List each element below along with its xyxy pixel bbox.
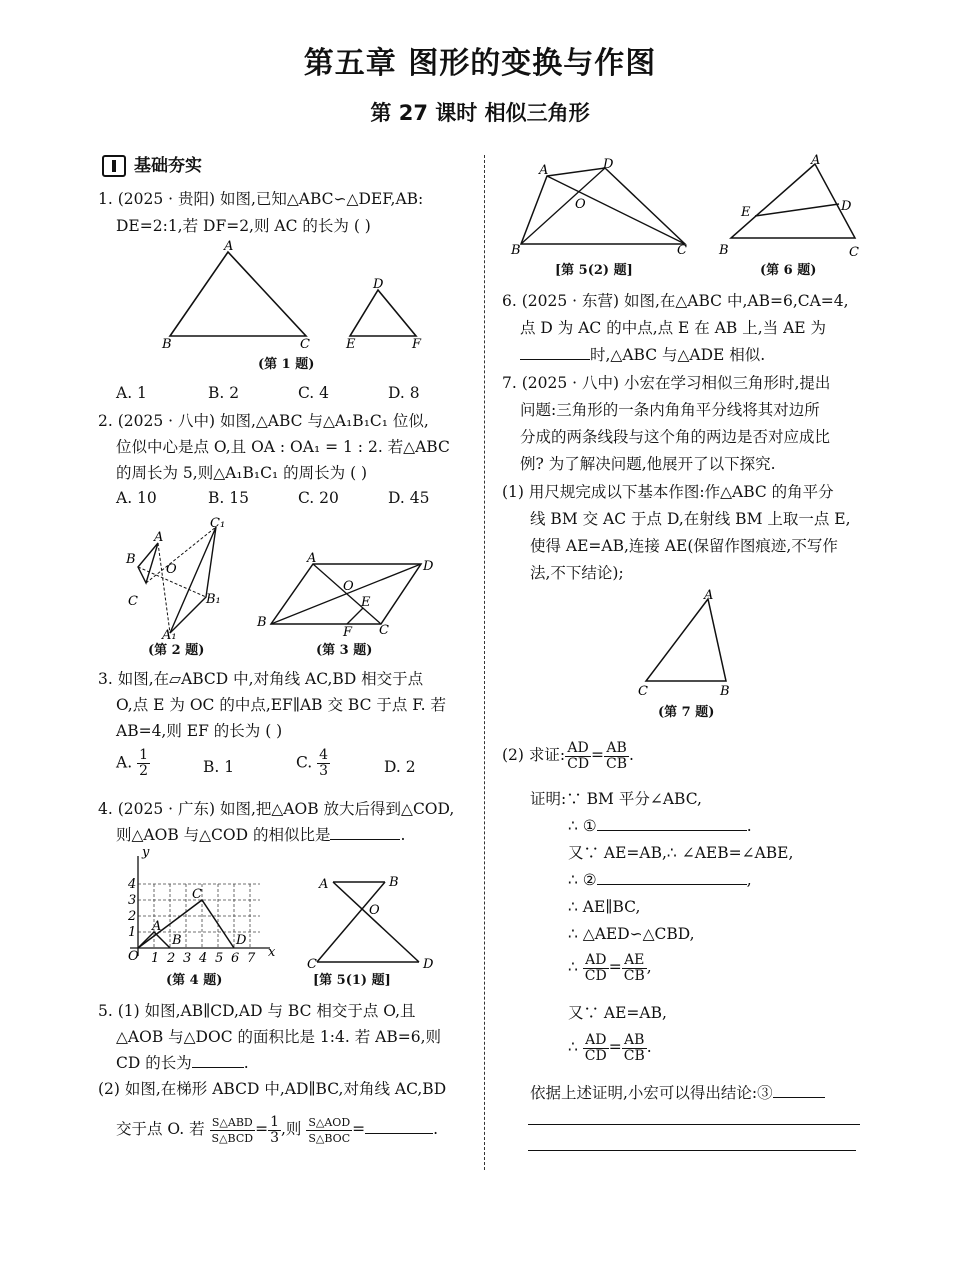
- q6-line1: 6. (2025 · 东营) 如图,在△ABC 中,AB=6,CA=4,: [502, 292, 849, 310]
- q2-option-a: A. 10: [116, 489, 157, 507]
- svg-text:O: O: [128, 949, 139, 964]
- q2-figure: [120, 515, 240, 640]
- svg-text:2: 2: [128, 909, 137, 924]
- svg-text:O: O: [343, 579, 354, 594]
- proof-step-8: ∴ $\frac{AD}{CD}$ = $\frac{AB}{CB}$ .: [568, 1031, 652, 1064]
- q2-option-c: C. 20: [298, 489, 339, 507]
- answer-line-1: [528, 1124, 860, 1125]
- q7-line1: 7. (2025 · 八中) 小宏在学习相似三角形时,提出: [502, 374, 831, 392]
- q7-part1-line1: (1) 用尺规完成以下基本作图:作△ABC 的角平分: [502, 483, 834, 501]
- svg-text:D: D: [423, 559, 434, 574]
- svg-text:A: A: [152, 919, 162, 934]
- svg-text:y: y: [142, 848, 150, 860]
- svg-text:B: B: [389, 875, 399, 890]
- q5-line2: △AOB 与△DOC 的面积比是 1:4. 若 AB=6,则: [116, 1028, 441, 1046]
- column-divider: [484, 155, 485, 1170]
- q1-figure: [150, 240, 440, 360]
- svg-text:A: A: [811, 153, 821, 168]
- svg-text:A: A: [319, 877, 329, 892]
- svg-text:C: C: [192, 887, 202, 902]
- q6-caption: (第 6 题): [760, 263, 817, 278]
- q3-line3: AB=4,则 EF 的长为 ( ): [116, 722, 283, 740]
- q5-line3: CD 的长为 .: [116, 1054, 249, 1072]
- q7-part1-line3: 使得 AE=AB,连接 AE(保留作图痕迹,不写作: [530, 537, 838, 555]
- answer-line-2: [528, 1150, 856, 1151]
- q4-figure: [120, 848, 280, 970]
- svg-text:C: C: [638, 684, 648, 699]
- q3-option-a: A. $\frac{1}{2}$: [116, 747, 148, 779]
- q1-option-b: B. 2: [208, 384, 240, 402]
- q5-line1: 5. (1) 如图,AB∥CD,AD 与 BC 相交于点 O,且: [98, 1002, 416, 1020]
- svg-text:E: E: [741, 205, 751, 220]
- q3-line2: O,点 E 为 OC 的中点,EF∥AB 交 BC 于点 F. 若: [116, 696, 446, 714]
- svg-text:C: C: [128, 594, 138, 609]
- q6-line2: 点 D 为 AC 的中点,点 E 在 AB 上,当 AE 为: [520, 319, 827, 337]
- svg-text:7: 7: [247, 951, 256, 966]
- q6-line3: 时,△ABC 与△ADE 相似.: [520, 344, 765, 366]
- svg-text:C₁: C₁: [210, 516, 226, 531]
- svg-text:6: 6: [231, 951, 240, 966]
- svg-text:B: B: [511, 243, 521, 258]
- q7-line3: 分成的两条线段与这个角的两边是否对应成比: [520, 428, 831, 446]
- q3-option-d: D. 2: [384, 758, 416, 776]
- svg-text:D: D: [603, 158, 614, 172]
- svg-text:A: A: [539, 163, 549, 178]
- chapter-title: 第五章 图形的变换与作图: [303, 46, 657, 81]
- q7-line4: 例? 为了解决问题,他展开了以下探究.: [520, 455, 776, 473]
- q1-line2: DE=2:1,若 DF=2,则 AC 的长为 ( ): [116, 217, 371, 235]
- svg-text:B: B: [172, 933, 182, 948]
- svg-text:4: 4: [199, 951, 208, 966]
- q2-line2: 位似中心是点 O,且 OA : OA₁ = 1 : 2. 若△ABC: [116, 438, 450, 456]
- svg-text:O: O: [575, 197, 586, 212]
- q5-2-figure: [505, 158, 695, 258]
- svg-text:1: 1: [128, 925, 137, 940]
- q3-caption: (第 3 题): [316, 643, 373, 658]
- svg-text:A: A: [154, 530, 164, 545]
- lesson-title: 第 27 课时 相似三角形: [370, 101, 590, 125]
- svg-text:O: O: [166, 562, 177, 577]
- svg-text:B: B: [257, 615, 267, 630]
- q1-option-a: A. 1: [116, 384, 147, 402]
- svg-text:F: F: [412, 337, 422, 352]
- q3-option-c: C. $\frac{4}{3}$: [296, 747, 329, 779]
- svg-text:A: A: [704, 588, 714, 603]
- svg-text:O: O: [369, 903, 380, 918]
- q7-part1-line4: 法,不下结论);: [530, 564, 624, 582]
- q7-part1-line2: 线 BM 交 AC 于点 D,在射线 BM 上取一点 E,: [530, 510, 851, 528]
- svg-text:B: B: [162, 337, 172, 352]
- svg-text:D: D: [841, 199, 852, 214]
- proof-intro: 证明:∵ BM 平分∠ABC,: [530, 790, 702, 808]
- q1-caption: (第 1 题): [258, 357, 315, 372]
- q4-line2: 则△AOB 与△COD 的相似比是 .: [116, 826, 406, 844]
- q7-part2: (2) 求证: $\frac{AD}{CD}$ = $\frac{AB}{CB}$ .: [502, 739, 634, 772]
- svg-text:5: 5: [215, 951, 224, 966]
- svg-text:E: E: [361, 595, 371, 610]
- svg-text:3: 3: [183, 951, 192, 966]
- svg-text:A: A: [224, 240, 234, 254]
- proof-step-6: ∴ $\frac{AD}{CD}$ = $\frac{AE}{CB}$ ,: [568, 951, 652, 984]
- proof-step-2: 又∵ AE=AB,∴ ∠AEB=∠ABE,: [568, 844, 794, 862]
- proof-step-1: ∴ ① .: [568, 817, 752, 835]
- q5-line5: 交于点 O. 若 $\frac{\text{S△ABD}}{\text{S△BCD}}$ = $\frac{1}{3}$ ,则 $\frac{\text{S△AOD}}{\text{S△BOC}}$ = .: [116, 1113, 439, 1146]
- svg-text:D: D: [423, 957, 434, 970]
- svg-text:B: B: [719, 243, 729, 258]
- svg-text:B: B: [126, 552, 136, 567]
- proof-step-7: 又∵ AE=AB,: [568, 1004, 667, 1022]
- q3-option-b: B. 1: [203, 758, 235, 776]
- q7-conclusion: 依据上述证明,小宏可以得出结论:③: [530, 1082, 825, 1104]
- q2-option-b: B. 15: [208, 489, 249, 507]
- q3-line1: 3. 如图,在▱ABCD 中,对角线 AC,BD 相交于点: [98, 670, 424, 688]
- svg-text:x: x: [268, 945, 276, 960]
- q3-figure: [255, 548, 440, 638]
- q7-line2: 问题:三角形的一条内角角平分线将其对边所: [520, 401, 820, 419]
- q2-option-d: D. 45: [388, 489, 430, 507]
- svg-text:1: 1: [151, 951, 160, 966]
- svg-text:D: D: [373, 277, 384, 292]
- q2-line1: 2. (2025 · 八中) 如图,△ABC 与△A₁B₁C₁ 位似,: [98, 412, 429, 430]
- q7-figure: [630, 585, 740, 700]
- svg-text:C: C: [849, 245, 859, 260]
- proof-step-3: ∴ ② ,: [568, 871, 752, 889]
- section-title: 基础夯实: [134, 156, 202, 176]
- q4-line1: 4. (2025 · 广东) 如图,把△AOB 放大后得到△COD,: [98, 800, 455, 818]
- q2-caption: (第 2 题): [148, 643, 205, 658]
- svg-text:F: F: [343, 625, 353, 638]
- svg-text:D: D: [236, 933, 247, 948]
- q1-line1: 1. (2025 · 贵阳) 如图,已知△ABC∽△DEF,AB:: [98, 190, 424, 208]
- q4-caption: (第 4 题): [166, 973, 223, 988]
- q5-2-caption: [第 5(2) 题]: [555, 263, 633, 278]
- svg-text:A: A: [307, 551, 317, 566]
- svg-text:4: 4: [128, 877, 137, 892]
- q5-line4: (2) 如图,在梯形 ABCD 中,AD∥BC,对角线 AC,BD: [98, 1080, 447, 1098]
- q1-option-d: D. 8: [388, 384, 420, 402]
- q2-line3: 的周长为 5,则△A₁B₁C₁ 的周长为 ( ): [116, 464, 368, 482]
- svg-text:E: E: [346, 337, 356, 352]
- svg-text:C: C: [307, 957, 317, 970]
- proof-step-5: ∴ △AED∽△CBD,: [568, 925, 695, 943]
- svg-text:C: C: [379, 623, 389, 638]
- svg-text:C: C: [677, 243, 687, 258]
- q5-1-figure: [305, 870, 445, 970]
- svg-text:2: 2: [167, 951, 176, 966]
- svg-text:B: B: [720, 684, 730, 699]
- q1-option-c: C. 4: [298, 384, 330, 402]
- q7-caption: (第 7 题): [658, 705, 715, 720]
- q5-1-caption: [第 5(1) 题]: [313, 973, 391, 988]
- svg-text:C: C: [300, 337, 310, 352]
- svg-text:3: 3: [128, 893, 137, 908]
- book-icon: [102, 155, 126, 177]
- svg-text:A₁: A₁: [162, 628, 177, 640]
- svg-text:B₁: B₁: [206, 592, 221, 607]
- q6-figure: [715, 150, 875, 260]
- proof-step-4: ∴ AE∥BC,: [568, 898, 641, 916]
